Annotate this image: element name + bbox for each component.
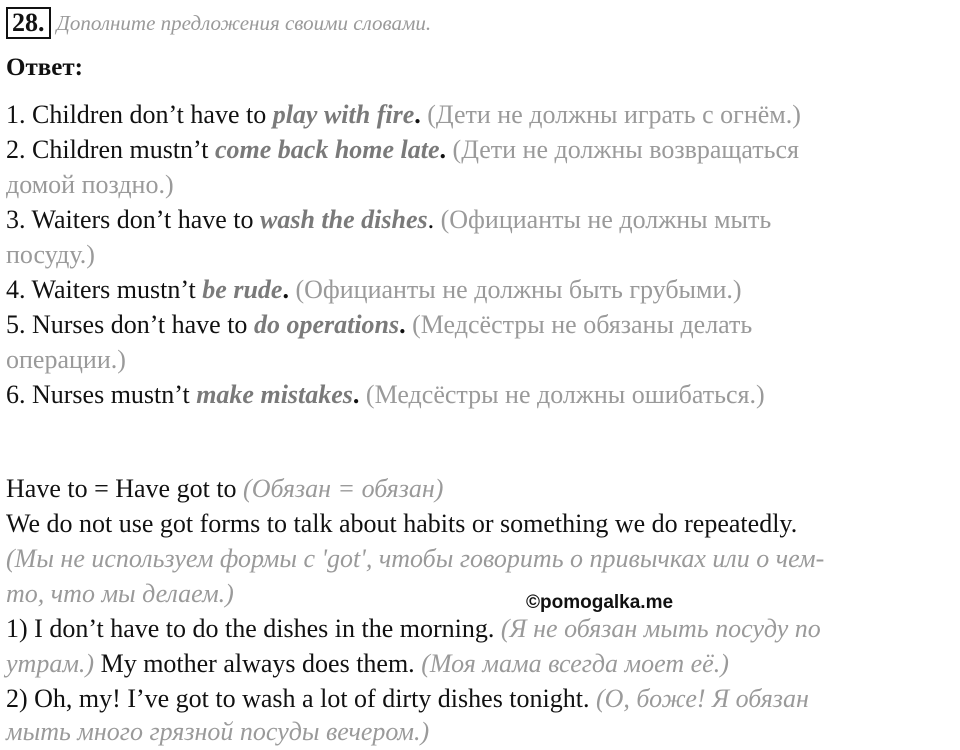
answer-line-5: 5. Nurses don’t have to do operations. (Медсёстры не обязаны делать: [6, 310, 753, 339]
answer-line-6: 6. Nurses mustn’t make mistakes. (Медсёстры не должны ошибаться.): [6, 380, 765, 409]
example-2-line-1: 2) Oh, my! I’ve got to wash a lot of dirty dishes tonight. (О, боже! Я обязан: [6, 684, 809, 713]
answer-key-5: do operations: [253, 310, 400, 339]
answer-translation-5-cont: операции.): [6, 345, 126, 374]
explanation-translation-1: (Мы не используем формы с 'got', чтобы говорить о привычках или о чем-: [6, 544, 825, 573]
exercise-task: Дополните предложения своими словами.: [56, 10, 432, 35]
answer-line-1: 1. Children don’t have to play with fire. (Дети не должны играть с огнём.): [6, 100, 801, 129]
answer-key-1: play with fire: [272, 100, 415, 129]
answer-line-4: 4. Waiters mustn’t be rude. (Официанты не должны быть грубыми.): [6, 275, 742, 304]
answer-key-4: be rude: [202, 275, 283, 304]
answer-translation-6: (Медсёстры не должны ошибаться.): [359, 380, 765, 409]
answer-translation-4: (Официанты не должны быть грубыми.): [288, 275, 742, 304]
answer-translation-2-cont: домой поздно.): [6, 170, 174, 199]
example-1-line-2: утрам.) My mother always does them. (Моя мама всегда моет её.): [6, 649, 729, 678]
watermark: ©pomogalka.me: [526, 592, 674, 613]
answer-key-2: come back home late: [214, 135, 440, 164]
answer-translation-5: (Медсёстры не обязаны делать: [405, 310, 753, 339]
rule-line: Have to = Have got to (Обязан = обязан): [6, 474, 444, 503]
explanation-translation-2: то, что мы делаем.): [6, 579, 234, 608]
answer-translation-2: (Дети не должны возвращаться: [446, 135, 800, 164]
exercise-header: [6, 6, 431, 40]
example-2-line-2: мыть много грязной посуды вечером.): [6, 717, 430, 746]
answer-translation-3: (Официанты не должны мыть: [434, 205, 772, 234]
example-1-line-1: 1) I don’t have to do the dishes in the morning. (Я не обязан мыть посуду по: [6, 614, 821, 643]
answer-label: Ответ:: [6, 54, 83, 81]
answer-key-3: wash the dishes: [260, 205, 428, 234]
answer-key-6: make mistakes: [196, 380, 353, 409]
answer-line-3: 3. Waiters don’t have to wash the dishes. (Официанты не должны мыть: [6, 205, 772, 234]
answer-translation-3-cont: посуду.): [6, 240, 95, 269]
exercise-number: 28.: [6, 7, 51, 39]
explanation-line: We do not use got forms to talk about habits or something we do repeatedly.: [6, 509, 798, 538]
rule-translation: (Обязан = обязан): [243, 474, 444, 503]
answer-translation-1: (Дети не должны играть с огнём.): [420, 100, 801, 129]
answer-line-2: 2. Children mustn’t come back home late. (Дети не должны возвращаться: [6, 135, 800, 164]
